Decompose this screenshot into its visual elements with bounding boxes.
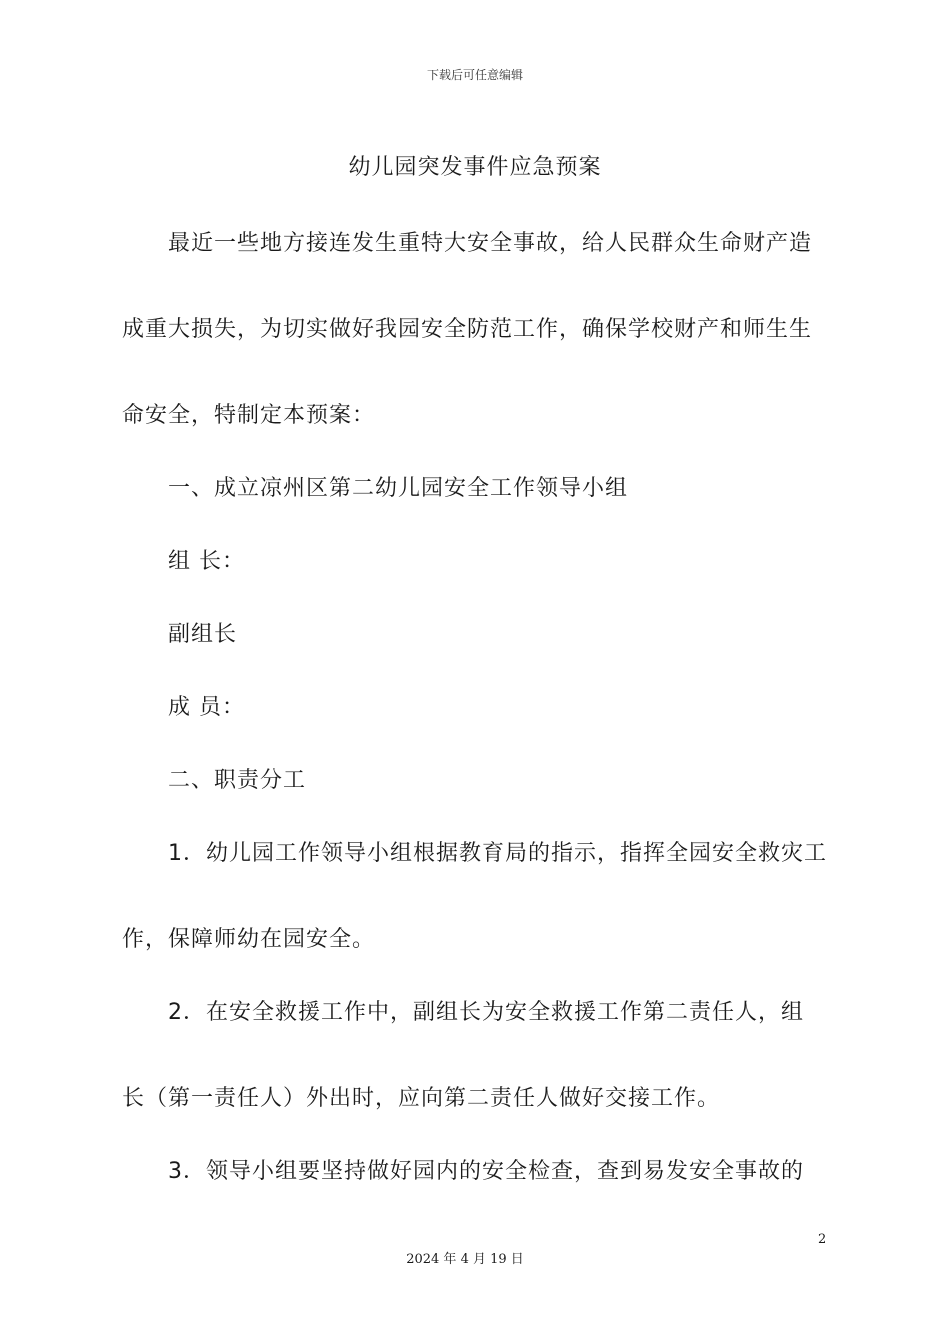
body-line: 1．幼儿园工作领导小组根据教育局的指示，指挥全园安全救灾工 [168, 841, 827, 866]
footer-date: 2024 年 4 月 19 日 [406, 1252, 524, 1267]
section-heading: 二、职责分工 [168, 768, 307, 793]
body-line: 长（第一责任人）外出时，应向第二责任人做好交接工作。 [122, 1086, 721, 1111]
body-line: 成重大损失，为切实做好我园安全防范工作，确保学校财产和师生生 [122, 317, 813, 342]
section-heading: 一、成立凉州区第二幼儿园安全工作领导小组 [168, 476, 629, 501]
body-line: 作，保障师幼在园安全。 [122, 927, 376, 952]
body-line: 组 长： [168, 549, 245, 574]
body-line: 2．在安全救援工作中，副组长为安全救援工作第二责任人，组 [168, 1000, 804, 1025]
document-title: 幼儿园突发事件应急预案 [348, 155, 602, 180]
body-line: 成 员： [168, 695, 245, 720]
header-note: 下载后可任意编辑 [426, 68, 523, 82]
page-number: 2 [818, 1232, 827, 1247]
body-line: 最近一些地方接连发生重特大安全事故，给人民群众生命财产造 [168, 231, 813, 256]
body-line: 副组长 [168, 622, 238, 647]
body-line: 3．领导小组要坚持做好园内的安全检查，查到易发安全事故的 [168, 1159, 804, 1184]
body-line: 命安全，特制定本预案： [122, 403, 376, 428]
